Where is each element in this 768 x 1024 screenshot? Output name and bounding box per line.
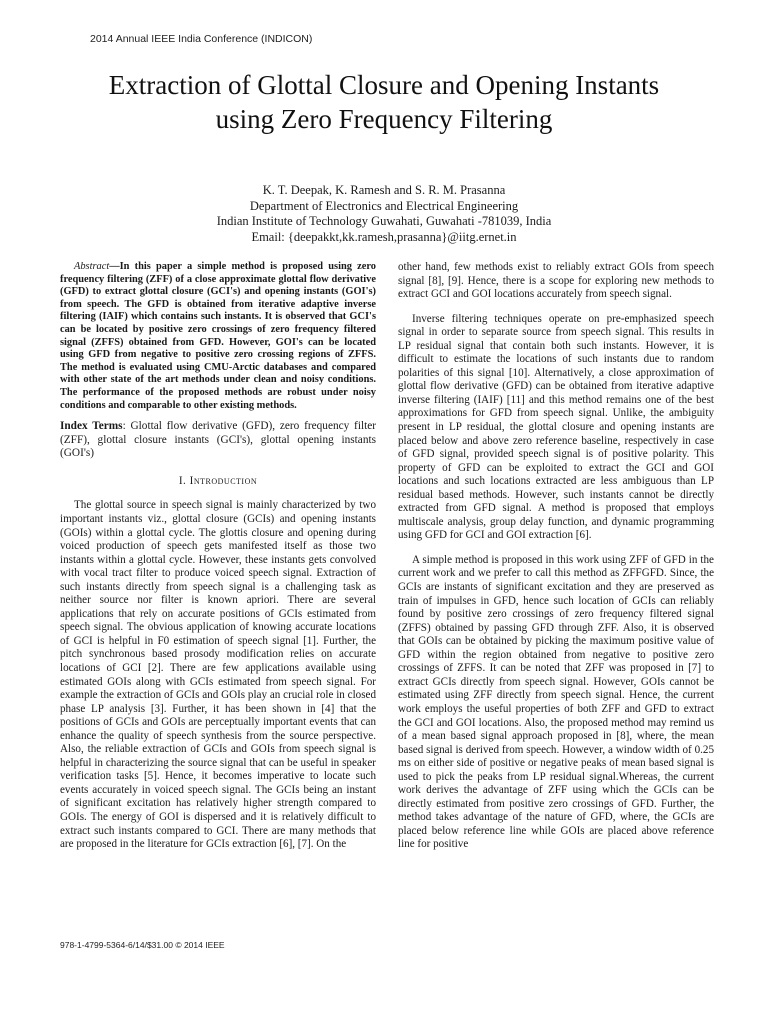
body-paragraph: A simple method is proposed in this work using ZFF of GFD in the current work and we prefer to call this method as ZFFGFD. Since, the GCIs are instants of significant excitation and they are preserved as train of impulses in GFD, hence such location of GCIs can reliably found by positive zero crossings of zero frequency filtered signal (ZFFS) obtained by passing GFD through ZFF. Also, it is observed that GOIs can be obtained by picking the maximum positive value of GFD within the region obtained from negative to positive zero crossings of ZFFS. It can be noted that ZFF was proposed in [7] to extract GCIs directly from speech signal. However, GOIs cannot be estimated using ZFF directly from speech signal. Hence, the current work employs the useful properties of both ZFF and GFD to extract the GCI and GOI locations. Also, the proposed method may remind us of a mean based signal approach proposed in [8], where, the mean based signal is derived from speech. However, a window width of 0.25 ms on either side of positive or negative peaks of mean based signal is used to pick the peaks from LP residual signal.Whereas, the current work derives the advantage of ZFF using which the GCIs can be directly estimated from positive zero crossings of GFD. Further, the method takes advantage of the nature of GFD, where, the GCIs are placed below reference line while GOIs are placed above reference line for positive [398, 553, 714, 851]
intro-paragraph: The glottal source in speech signal is mainly characterized by two important instants viz., glottal closure (GCIs) and opening instants (GOIs) within a glottal cycle. The glottis closure and opening during voiced production of speech gets manifested itself as those two instants within a glottal cycle. However, these instants gets convolved with vocal tract filter to produce voiced speech signal. Extraction of such instants directly from speech signal is a challenging task as neither source nor filter is known apriori. There are several applications that rely on accurate positions of GCIs estimated from speech signal. The obvious application of knowing accurate locations of GCI is helpful in F0 estimation of speech signal [1]. Further, the pitch synchronous based prosody modification relies on accurate locations of GCI [2]. There are few applications available using estimated GOIs along with GCIs estimated from speech signal. For example the extraction of GCIs and GOIs play an crucial role in closed phase LP analysis [3]. Further, it has been shown in [4] that the positions of GCIs and GOIs are perceptually important events that can enhance the quality of speech synthesis from the source perspective. Also, the reliable extraction of GCIs and GOIs from speech signal is helpful in characterizing the source signal that can be useful in speaker verification tasks [5]. Hence, it becomes imperative to locate such events accurately in voiced speech signal. The GCIs being an instant of significant excitation has relatively higher strength compared to GOIs. The energy of GOI is dispersed and it is relatively difficult to extract such instants compared to GCI. There are many methods that are proposed in the literature for GCIs extraction [6], [7]. On the [60, 499, 376, 851]
body-paragraph: Inverse filtering techniques operate on pre-emphasized speech signal in order to separate source from speech signal. This results in LP residual signal that contain both such instants. However, it is difficult to estimate the locations of such instants due to random polarities of this signal [10]. Alternatively, a close approximation of glottal flow derivative (GFD) can be obtained from iterative adaptive inverse filtering (IAIF) [11] and this method remains one of the best approximations for GFD from speech signal. Unlike, the ambiguity present in LP residual, the glottal closure and opening instants are placed below and above zero reference baseline, respectively in case of GFD signal, provided speech signal is of positive polarity. This property of GFD can be exploited to extract the GCI and GOI locations and such locations extracted are less ambiguous than LP residual based methods. However, such instants cannot be directly extracted from GFD signal. A method is proposed that employs multiscale analysis, group delay function, and dynamic programming using GFD for GCI and GOI extraction [6]. [398, 312, 714, 542]
conference-header: 2014 Annual IEEE India Conference (INDICON) [90, 33, 313, 45]
index-terms-label: Index Terms [60, 420, 123, 433]
body-paragraph: other hand, few methods exist to reliably extract GOIs from speech signal [8], [9]. Hence, there is a scope for exploring new methods to extract GCI and GOI locations accurately from speech signal. [398, 261, 714, 301]
title-line-1: Extraction of Glottal Closure and Opening Instants [108, 70, 660, 100]
abstract [60, 261, 376, 412]
copyright-footer: 978-1-4799-5364-6/14/$31.00 © 2014 IEEE [60, 940, 225, 950]
title-line-2: using Zero Frequency Filtering [215, 104, 553, 134]
right-column [398, 261, 714, 852]
author-email: Email: {deepakkt,kk.ramesh,prasanna}@iitg.ernet.in [251, 229, 517, 244]
author-block [0, 183, 768, 245]
paper-title [40, 68, 728, 136]
author-institute: Indian Institute of Technology Guwahati, Guwahati -781039, India [216, 214, 552, 228]
left-column [60, 261, 376, 852]
abstract-text: —In this paper a simple method is proposed using zero frequency filtering (ZFF) of a close approximate glottal flow derivative (GFD) to extract glottal closure (GCI's) and opening instants (GOI's) from speech. The GFD is obtained from iterative adaptive inverse filtering (IAIF) which contains such instants. It is observed that GCI's can be located by positive zero crossings of zero frequency filtered signal (ZFFS) obtained from GFD. However, GOI's can be located using GFD from negative to positive zero crossing regions of ZFFS. The method is evaluated using CMU-Arctic databases and compared with other state of the art methods under clean and noisy conditions. The performance of the proposed methods are robust under noisy conditions and comparable to other existing methods. [60, 261, 376, 411]
author-names: K. T. Deepak, K. Ramesh and S. R. M. Prasanna [262, 183, 506, 197]
abstract-label: Abstract [74, 261, 110, 272]
index-terms [60, 420, 376, 461]
author-department: Department of Electronics and Electrical Engineering [249, 198, 519, 213]
index-terms-text: : Glottal flow derivative (GFD), zero frequency filter (ZFF), glottal closure instants (GCI's), glottal opening instants (GOI's) [60, 420, 377, 460]
section-heading: I. Introduction [178, 474, 258, 487]
